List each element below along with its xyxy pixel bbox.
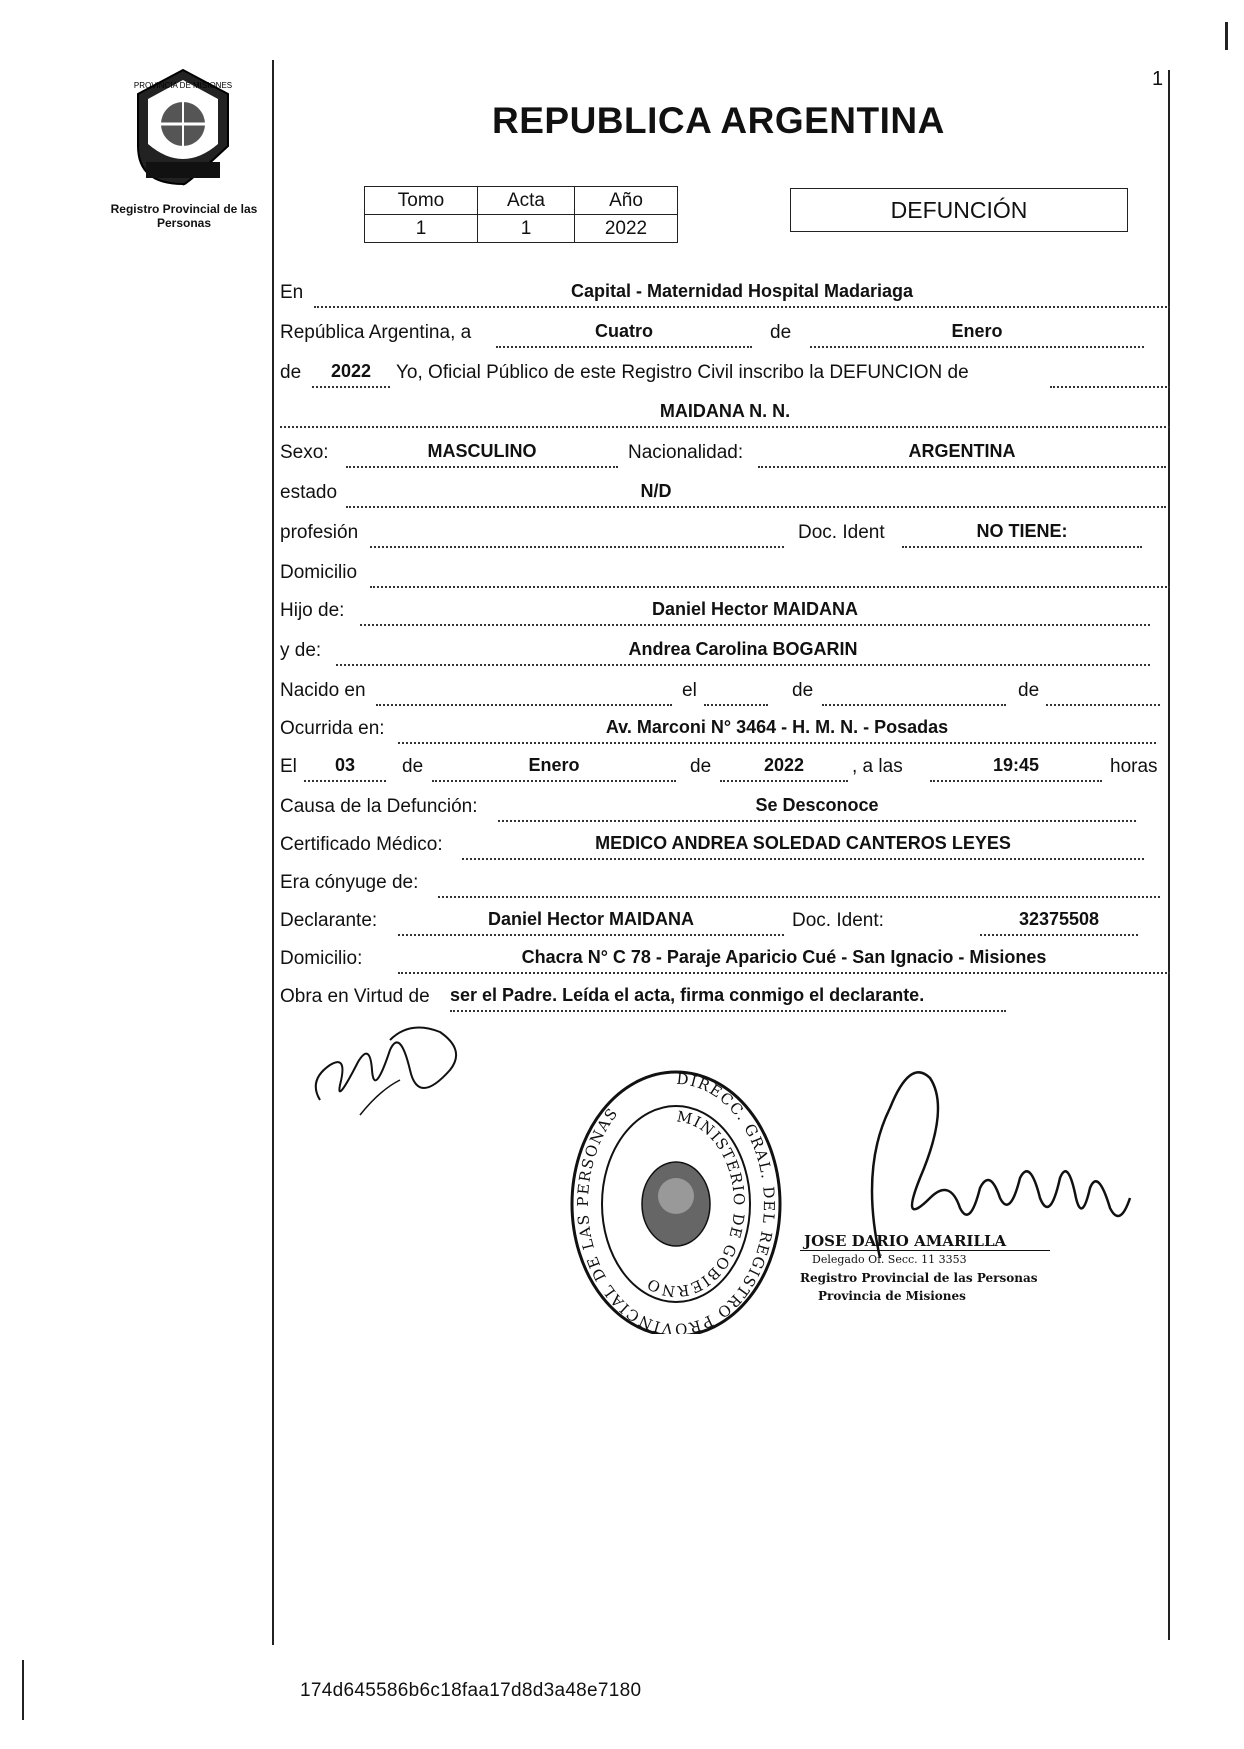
province-logo (128, 66, 238, 188)
nacionalidad-label: Nacionalidad: (628, 442, 744, 463)
de2-label: de (280, 362, 302, 383)
ocurrida-label: Ocurrida en: (280, 718, 385, 739)
anio-value: 2022 (330, 361, 372, 381)
causa-line (498, 820, 1136, 822)
domicilio-label: Domicilio (280, 562, 358, 583)
doc-ident2-label: Doc. Ident: (792, 910, 884, 931)
row-profesion (280, 518, 1170, 552)
dia2-value: 03 (334, 755, 356, 775)
domicilio2-line (398, 972, 1170, 974)
oficial-text: Yo, Oficial Público de este Registro Civil inscribo la DEFUNCION de (396, 362, 969, 383)
seal-inner-text: MINISTERIO DE GOBIERNO (643, 1107, 749, 1301)
header-anio: Año (575, 187, 678, 215)
seal-outer-text: DIRECC. GRAL. DEL REGISTRO PROVINCIAL DE LAS PERSONAS (573, 1069, 779, 1334)
declarante-line (398, 934, 784, 936)
de3-line (822, 704, 1006, 706)
left-margin-line (272, 60, 274, 1645)
hijo-line (360, 624, 1150, 626)
el2-label: El (280, 756, 297, 777)
alas-label: , a las (852, 756, 903, 777)
mes2-line (432, 780, 676, 782)
domicilio-line (370, 586, 1170, 588)
official-seal (566, 1064, 786, 1334)
header-acta: Acta (478, 187, 575, 215)
row-oficial (280, 358, 1170, 392)
yde-label: y de: (280, 640, 322, 661)
stamp-province: Provincia de Misiones (818, 1289, 966, 1303)
row-estado (280, 478, 1170, 512)
nombre-line (280, 426, 1170, 428)
nombre-value: MAIDANA N. N. (659, 401, 791, 421)
sexo-value: MASCULINO (427, 441, 537, 461)
row-declarante (280, 906, 1170, 940)
el-label: el (682, 680, 697, 701)
de4-label: de (1018, 680, 1040, 701)
de5-label: de (402, 756, 424, 777)
doc-ident2-line (980, 934, 1138, 936)
certificado-value: MEDICO ANDREA SOLEDAD CANTEROS LEYES (595, 833, 1011, 853)
hijo-value: Daniel Hector MAIDANA (651, 599, 859, 619)
value-anio: 2022 (575, 215, 678, 243)
row-hijo (280, 596, 1170, 630)
hora-value: 19:45 (992, 755, 1040, 775)
corner-mark (1225, 22, 1228, 50)
profesion-label: profesión (280, 522, 359, 543)
ocurrida-value: Av. Marconi N° 3464 - H. M. N. - Posadas (605, 717, 949, 737)
value-acta: 1 (478, 215, 575, 243)
sexo-label: Sexo: (280, 442, 329, 463)
certificado-label: Certificado Médico: (280, 834, 443, 855)
document-hash: 174d645586b6c18faa17d8d3a48e7180 (300, 1680, 642, 1701)
obra-value: ser el Padre. Leída el acta, firma conmigo el declarante. (450, 985, 925, 1005)
conyuge-line (438, 896, 1160, 898)
anio-line (312, 386, 390, 388)
republica-label: República Argentina, a (280, 322, 472, 343)
row-en (280, 278, 1170, 312)
page-number: 1 (1152, 68, 1164, 90)
nacionalidad-value: ARGENTINA (908, 441, 1016, 461)
domicilio2-value: Chacra N° C 78 - Paraje Aparicio Cué - San Ignacio - Misiones (521, 947, 1047, 967)
act-type-box (790, 188, 1128, 232)
conyuge-label: Era cónyuge de: (280, 872, 419, 893)
horas-label: horas (1110, 756, 1158, 777)
page-title: REPUBLICA ARGENTINA (492, 100, 945, 141)
row-yde (280, 636, 1170, 670)
mes-line (810, 346, 1144, 348)
obra-label: Obra en Virtud de (280, 986, 430, 1007)
anio2-value: 2022 (763, 755, 805, 775)
header-tomo: Tomo (365, 187, 478, 215)
yde-line (336, 664, 1150, 666)
nacido-line (376, 704, 672, 706)
stamp-name: JOSE DARIO AMARILLA (800, 1232, 1050, 1251)
doc-ident2-value: 32375508 (1018, 909, 1100, 929)
declarante-value: Daniel Hector MAIDANA (487, 909, 695, 929)
en-label: En (280, 282, 304, 303)
obra-line (450, 1010, 1006, 1012)
estado-label: estado (280, 482, 338, 503)
mes2-value: Enero (528, 755, 580, 775)
de6-label: de (690, 756, 712, 777)
causa-label: Causa de la Defunción: (280, 796, 478, 817)
doc-ident-line (902, 546, 1142, 548)
de-label: de (770, 322, 792, 343)
el-line (704, 704, 768, 706)
nacido-label: Nacido en (280, 680, 366, 701)
estado-line (346, 506, 1166, 508)
dia2-line (304, 780, 386, 782)
oficial-line (1050, 386, 1170, 388)
register-table (364, 186, 678, 243)
declarant-signature (300, 1010, 470, 1140)
row-certificado (280, 830, 1170, 864)
registry-name: Registro Provincial de las Personas (110, 202, 258, 230)
stamp-office: Registro Provincial de las Personas (800, 1271, 1038, 1285)
row-fecha (280, 318, 1170, 352)
doc-ident-value: NO TIENE: (976, 521, 1068, 541)
act-type: DEFUNCIÓN (890, 197, 1028, 223)
row-sexo (280, 438, 1170, 472)
row-nacido (280, 676, 1170, 710)
de4-line (1046, 704, 1160, 706)
doc-ident-label: Doc. Ident (798, 522, 885, 543)
sexo-line (346, 466, 618, 468)
profesion-line (370, 546, 784, 548)
row-ocurrida (280, 714, 1170, 748)
row-causa (280, 792, 1170, 826)
hora-line (930, 780, 1102, 782)
nacionalidad-line (758, 466, 1166, 468)
yde-value: Andrea Carolina BOGARIN (628, 639, 858, 659)
en-value: Capital - Maternidad Hospital Madariaga (570, 281, 914, 301)
ocurrida-line (398, 742, 1156, 744)
logo-text: PROVINCIA DE MISIONES (133, 81, 233, 90)
row-conyuge (280, 868, 1170, 902)
value-tomo: 1 (365, 215, 478, 243)
row-domicilio (280, 558, 1170, 592)
en-line (314, 306, 1170, 308)
row-domicilio-declarante (280, 944, 1170, 978)
official-stamp (800, 1232, 1050, 1305)
dia-value: Cuatro (595, 321, 653, 341)
declarante-label: Declarante: (280, 910, 378, 931)
anio2-line (720, 780, 848, 782)
dia-line (496, 346, 752, 348)
row-nombre (280, 398, 1170, 432)
domicilio2-label: Domicilio: (280, 948, 363, 969)
hijo-label: Hijo de: (280, 600, 345, 621)
row-fecha-defuncion (280, 752, 1170, 786)
certificado-line (462, 858, 1144, 860)
causa-value: Se Desconoce (755, 795, 879, 815)
bottom-left-mark (22, 1660, 24, 1720)
de3-label: de (792, 680, 814, 701)
mes-value: Enero (951, 321, 1003, 341)
stamp-title: Delegado Of. Secc. 11 3353 (812, 1253, 967, 1266)
estado-value: N/D (640, 481, 672, 501)
